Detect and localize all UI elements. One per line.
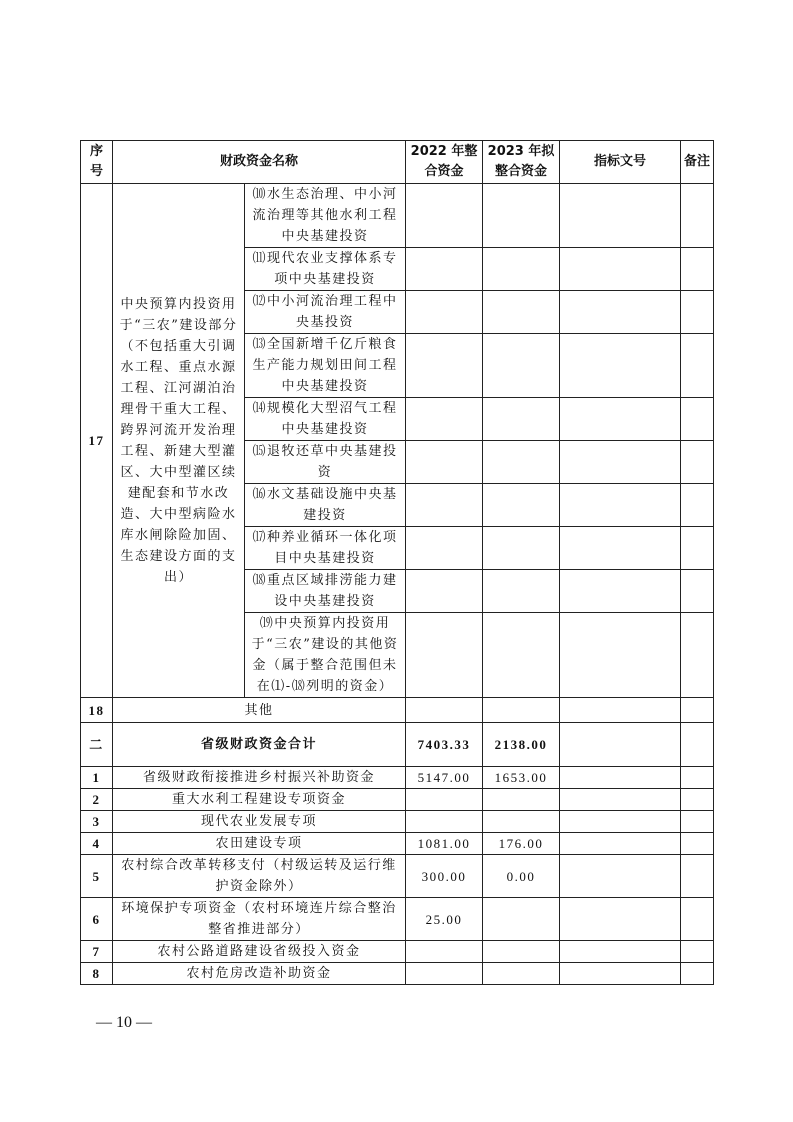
sub-item-name: ⒆中央预算内投资用于“三农”建设的其他资金（属于整合范围但未在⑴-⒅列明的资金） — [245, 613, 406, 698]
row-name: 重大水利工程建设专项资金 — [113, 789, 406, 811]
group-name: 中央预算内投资用于“三农”建设部分（不包括重大引调水工程、重点水源工程、江河湖泊治理骨干重大工程、跨界河流开发治理工程、新建大型灌区、大中型灌区续建配套和节水改造、大中型病险水库水闸除险加固、生态建设方面的支出） — [113, 184, 245, 698]
header-seq: 序号 — [81, 141, 113, 184]
cell-fund-2023 — [483, 963, 560, 985]
cell-fund-2022 — [406, 484, 483, 527]
cell-remark — [681, 334, 714, 398]
sub-item-name: ⑽水生态治理、中小河流治理等其他水利工程中央基建投资 — [245, 184, 406, 248]
table-row — [81, 941, 714, 963]
cell-doc-no — [560, 811, 681, 833]
header-fund-2023: 2023 年拟整合资金 — [483, 141, 560, 184]
cell-doc-no — [560, 723, 681, 767]
sub-item-name: ⒀全国新增千亿斤粮食生产能力规划田间工程中央基建投资 — [245, 334, 406, 398]
sub-item-name: ⒅重点区域排涝能力建设中央基建投资 — [245, 570, 406, 613]
cell-doc-no — [560, 248, 681, 291]
fund-integration-table — [80, 140, 714, 985]
cell-fund-2022 — [406, 963, 483, 985]
row-seq: 1 — [81, 767, 113, 789]
row-name: 现代农业发展专项 — [113, 811, 406, 833]
row-seq: 2 — [81, 789, 113, 811]
cell-remark — [681, 723, 714, 767]
table-row — [81, 184, 714, 248]
cell-doc-no — [560, 767, 681, 789]
table-row — [81, 963, 714, 985]
cell-doc-no — [560, 698, 681, 723]
cell-fund-2022 — [406, 698, 483, 723]
table-header-row — [81, 141, 714, 184]
cell-fund-2023 — [483, 570, 560, 613]
cell-doc-no — [560, 613, 681, 698]
sub-item-name: ⑾现代农业支撑体系专项中央基建投资 — [245, 248, 406, 291]
row-seq: 5 — [81, 855, 113, 898]
cell-doc-no — [560, 334, 681, 398]
cell-doc-no — [560, 184, 681, 248]
page-number: — 10 — — [96, 1014, 152, 1031]
sub-item-name: ⒂退牧还草中央基建投资 — [245, 441, 406, 484]
cell-remark — [681, 613, 714, 698]
cell-fund-2022 — [406, 789, 483, 811]
row-seq: 17 — [81, 184, 113, 698]
header-fund-2022: 2022 年整合资金 — [406, 141, 483, 184]
row-seq: 7 — [81, 941, 113, 963]
cell-doc-no — [560, 789, 681, 811]
cell-fund-2023 — [483, 184, 560, 248]
cell-remark — [681, 767, 714, 789]
row-name: 农村公路道路建设省级投入资金 — [113, 941, 406, 963]
cell-fund-2023 — [483, 698, 560, 723]
row-seq: 4 — [81, 833, 113, 855]
header-doc-no: 指标文号 — [560, 141, 681, 184]
cell-remark — [681, 941, 714, 963]
cell-remark — [681, 484, 714, 527]
cell-remark — [681, 855, 714, 898]
row-name: 省级财政衔接推进乡村振兴补助资金 — [113, 767, 406, 789]
row-name: 农村危房改造补助资金 — [113, 963, 406, 985]
cell-fund-2023 — [483, 484, 560, 527]
row-name: 农田建设专项 — [113, 833, 406, 855]
cell-remark — [681, 898, 714, 941]
subtotal-name: 省级财政资金合计 — [113, 723, 406, 767]
cell-doc-no — [560, 527, 681, 570]
table-row — [81, 833, 714, 855]
cell-remark — [681, 184, 714, 248]
cell-fund-2023: 176.00 — [483, 833, 560, 855]
cell-remark — [681, 398, 714, 441]
cell-fund-2023 — [483, 898, 560, 941]
cell-doc-no — [560, 855, 681, 898]
cell-remark — [681, 811, 714, 833]
cell-fund-2022 — [406, 291, 483, 334]
cell-fund-2023 — [483, 441, 560, 484]
cell-fund-2022 — [406, 184, 483, 248]
cell-doc-no — [560, 441, 681, 484]
row-seq: 3 — [81, 811, 113, 833]
cell-doc-no — [560, 484, 681, 527]
cell-fund-2022: 25.00 — [406, 898, 483, 941]
cell-remark — [681, 789, 714, 811]
cell-remark — [681, 248, 714, 291]
header-remark: 备注 — [681, 141, 714, 184]
cell-doc-no — [560, 941, 681, 963]
cell-fund-2022 — [406, 811, 483, 833]
cell-fund-2023 — [483, 941, 560, 963]
cell-fund-2023 — [483, 527, 560, 570]
cell-fund-2022 — [406, 441, 483, 484]
cell-fund-2023 — [483, 613, 560, 698]
cell-remark — [681, 291, 714, 334]
cell-fund-2023 — [483, 248, 560, 291]
sub-item-name: ⒄种养业循环一体化项目中央基建投资 — [245, 527, 406, 570]
cell-doc-no — [560, 833, 681, 855]
sub-item-name: ⒁规模化大型沼气工程中央基建投资 — [245, 398, 406, 441]
cell-fund-2022: 300.00 — [406, 855, 483, 898]
cell-remark — [681, 441, 714, 484]
cell-fund-2023 — [483, 334, 560, 398]
row-name: 农村综合改革转移支付（村级运转及运行维护资金除外） — [113, 855, 406, 898]
cell-remark — [681, 833, 714, 855]
header-name: 财政资金名称 — [113, 141, 406, 184]
subtotal-fund-2023: 2138.00 — [483, 723, 560, 767]
table-row — [81, 898, 714, 941]
cell-fund-2022 — [406, 248, 483, 291]
cell-doc-no — [560, 963, 681, 985]
cell-fund-2023 — [483, 811, 560, 833]
subtotal-fund-2022: 7403.33 — [406, 723, 483, 767]
cell-remark — [681, 963, 714, 985]
row-name: 环境保护专项资金（农村环境连片综合整治整省推进部分） — [113, 898, 406, 941]
table-row — [81, 811, 714, 833]
row-seq: 8 — [81, 963, 113, 985]
row-seq: 6 — [81, 898, 113, 941]
cell-fund-2023: 1653.00 — [483, 767, 560, 789]
cell-fund-2023: 0.00 — [483, 855, 560, 898]
row-seq: 18 — [81, 698, 113, 723]
cell-fund-2022: 5147.00 — [406, 767, 483, 789]
table-row — [81, 767, 714, 789]
cell-fund-2022 — [406, 570, 483, 613]
cell-doc-no — [560, 291, 681, 334]
sub-item-name: ⒃水文基础设施中央基建投资 — [245, 484, 406, 527]
cell-doc-no — [560, 570, 681, 613]
cell-fund-2022 — [406, 941, 483, 963]
cell-fund-2022 — [406, 613, 483, 698]
row-name: 其他 — [113, 698, 406, 723]
cell-fund-2023 — [483, 398, 560, 441]
subtotal-row — [81, 723, 714, 767]
cell-remark — [681, 570, 714, 613]
cell-doc-no — [560, 398, 681, 441]
cell-remark — [681, 527, 714, 570]
sub-item-name: ⑿中小河流治理工程中央基投资 — [245, 291, 406, 334]
cell-fund-2022 — [406, 527, 483, 570]
cell-doc-no — [560, 898, 681, 941]
cell-fund-2023 — [483, 291, 560, 334]
cell-fund-2022: 1081.00 — [406, 833, 483, 855]
table-row — [81, 855, 714, 898]
cell-fund-2022 — [406, 334, 483, 398]
cell-fund-2022 — [406, 398, 483, 441]
row-seq: 二 — [81, 723, 113, 767]
table-row — [81, 698, 714, 723]
table-row — [81, 789, 714, 811]
cell-remark — [681, 698, 714, 723]
cell-fund-2023 — [483, 789, 560, 811]
